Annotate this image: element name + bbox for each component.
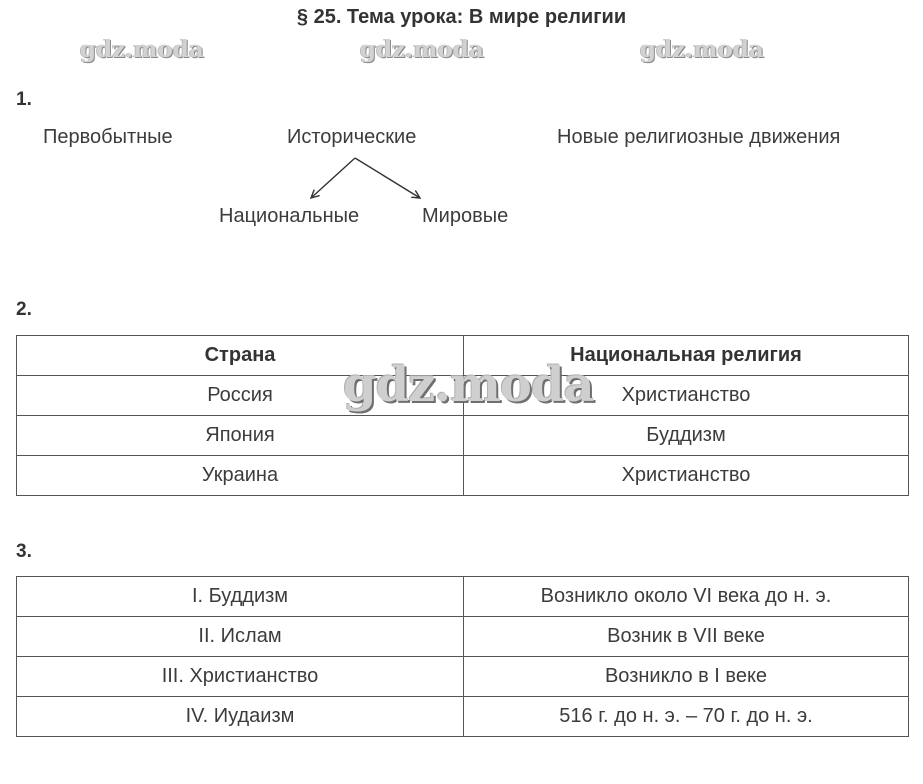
cell-country: Россия [17, 376, 464, 416]
term-national: Национальные [219, 205, 360, 227]
term-world: Мировые [422, 205, 509, 227]
section-2-number: 2. [16, 299, 32, 320]
arrow-to-world [355, 158, 420, 198]
table-row [17, 577, 909, 617]
header-country: Страна [17, 336, 464, 376]
table-row [17, 697, 909, 737]
term-historical: Исторические [287, 126, 417, 148]
cell-religion: Буддизм [464, 416, 909, 456]
cell-religion: I. Буддизм [17, 577, 464, 617]
cell-religion: Христианство [464, 376, 909, 416]
arrow-to-national [311, 158, 355, 198]
cell-origin: 516 г. до н. э. – 70 г. до н. э. [464, 697, 909, 737]
watermark-logo: gdz.moda [640, 36, 764, 63]
cell-country: Украина [17, 456, 464, 496]
term-primitive: Первобытные [43, 126, 173, 148]
table-row [17, 617, 909, 657]
watermark-logo: gdz.moda [360, 36, 484, 63]
table-row [17, 456, 909, 496]
term-new-religious-movements: Новые религиозные движения [557, 126, 841, 148]
section-1-number: 1. [16, 89, 32, 110]
cell-religion: III. Христианство [17, 657, 464, 697]
table-row [17, 416, 909, 456]
cell-religion: IV. Иудаизм [17, 697, 464, 737]
cell-origin: Возник в VII веке [464, 617, 909, 657]
cell-country: Япония [17, 416, 464, 456]
watermark-logo-large: gdz.moda [343, 357, 594, 413]
cell-religion: II. Ислам [17, 617, 464, 657]
cell-religion: Христианство [464, 456, 909, 496]
religion-origins-table [16, 576, 909, 737]
table-row [17, 657, 909, 697]
cell-origin: Возникло в I веке [464, 657, 909, 697]
page-title: § 25. Тема урока: В мире религии [296, 6, 627, 28]
header-national-religion: Национальная религия [464, 336, 909, 376]
watermark-logo: gdz.moda [80, 36, 204, 63]
section-3-number: 3. [16, 541, 32, 562]
cell-origin: Возникло около VI века до н. э. [464, 577, 909, 617]
